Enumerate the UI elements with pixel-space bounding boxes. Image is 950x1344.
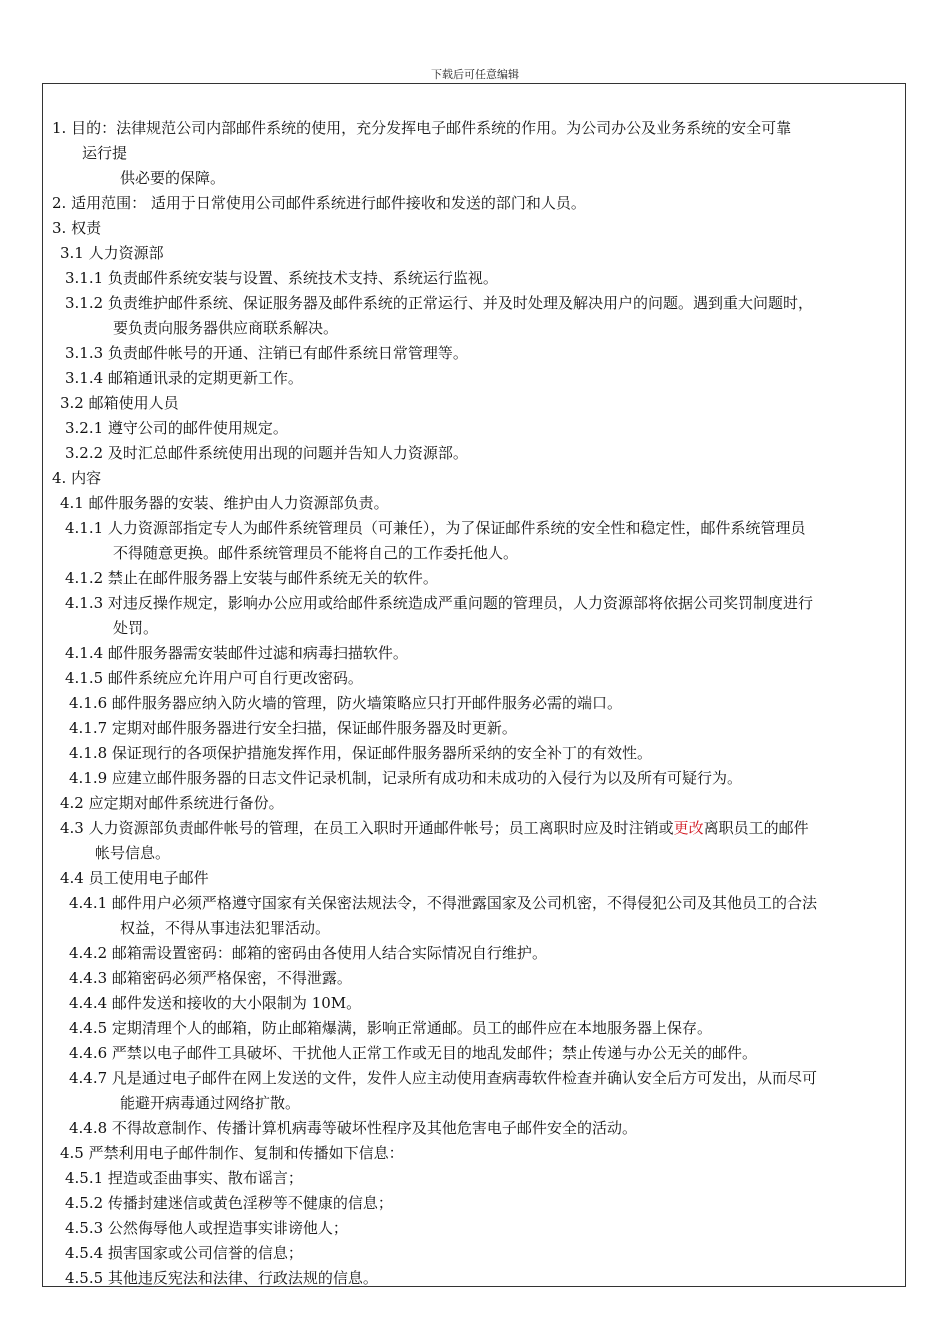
section-3-1-1: 3.1.1 负责邮件系统安装与设置、系统技术支持、系统运行监视。 xyxy=(65,269,498,287)
section-4-1-6: 4.1.6 邮件服务器应纳入防火墙的管理，防火墙策略应只打开邮件服务必需的端口。 xyxy=(69,694,622,712)
section-4-4-6: 4.4.6 严禁以电子邮件工具破坏、干扰他人正常工作或无目的地乱发邮件；禁止传递与办公无关的邮件。 xyxy=(69,1044,757,1062)
section-4-1-8: 4.1.8 保证现行的各项保护措施发挥作用，保证邮件服务器所采纳的安全补丁的有效性。 xyxy=(69,744,652,762)
section-4-heading: 4. 内容 xyxy=(52,469,102,487)
section-4-4-1: 4.4.1 邮件用户必须严格遵守国家有关保密法规法令，不得泄露国家及公司机密，不得侵犯公司及其他员工的合法 xyxy=(69,894,817,912)
page-header: 下载后可任意编辑 xyxy=(431,68,519,81)
section-4-1-9: 4.1.9 应建立邮件服务器的日志文件记录机制，记录所有成功和未成功的入侵行为以及所有可疑行为。 xyxy=(69,769,742,787)
section-4-1: 4.1 邮件服务器的安装、维护由人力资源部负责。 xyxy=(60,494,389,512)
section-3-1-2: 3.1.2 负责维护邮件系统、保证服务器及邮件系统的正常运行、并及时处理及解决用户的问题。遇到重大问题时， xyxy=(65,294,813,312)
section-3-2-1: 3.2.1 遵守公司的邮件使用规定。 xyxy=(65,419,288,437)
section-3-1-2-cont: 要负责向服务器供应商联系解决。 xyxy=(113,319,339,337)
section-4-3-tail: 离职员工的邮件 xyxy=(703,819,809,837)
section-4-3-highlight: 更改 xyxy=(673,819,704,837)
section-4-1-2: 4.1.2 禁止在邮件服务器上安装与邮件系统无关的软件。 xyxy=(65,569,438,587)
section-4-2: 4.2 应定期对邮件系统进行备份。 xyxy=(60,794,284,812)
section-3-1: 3.1 人力资源部 xyxy=(60,244,164,262)
section-1-purpose: 1. 目的：法律规范公司内部邮件系统的使用，充分发挥电子邮件系统的作用。为公司办公及业务系统的安全可靠 xyxy=(52,119,792,137)
section-2-scope: 2. 适用范围： 适用于日常使用公司邮件系统进行邮件接收和发送的部门和人员。 xyxy=(52,194,586,212)
section-4-1-5: 4.1.5 邮件系统应允许用户可自行更改密码。 xyxy=(65,669,363,687)
section-3-heading: 3. 权责 xyxy=(52,219,102,237)
section-4-3-text: 4.3 人力资源部负责邮件帐号的管理，在员工入职时开通邮件帐号；员工离职时应及时注销或 xyxy=(60,819,674,837)
section-3-1-4: 3.1.4 邮箱通讯录的定期更新工作。 xyxy=(65,369,303,387)
section-4-4-4: 4.4.4 邮件发送和接收的大小限制为 10M。 xyxy=(69,994,362,1012)
section-4-5-3: 4.5.3 公然侮辱他人或捏造事实诽谤他人； xyxy=(65,1219,348,1237)
section-4-4: 4.4 员工使用电子邮件 xyxy=(60,869,209,887)
section-4-4-5: 4.4.5 定期清理个人的邮箱，防止邮箱爆满，影响正常通邮。员工的邮件应在本地服务器上保存。 xyxy=(69,1019,712,1037)
section-4-1-1-cont: 不得随意更换。邮件系统管理员不能将自己的工作委托他人。 xyxy=(113,544,519,562)
section-4-5-1: 4.5.1 捏造或歪曲事实、散布谣言； xyxy=(65,1169,303,1187)
section-4-1-4: 4.1.4 邮件服务器需安装邮件过滤和病毒扫描软件。 xyxy=(65,644,408,662)
section-1-purpose-cont: 运行提 xyxy=(82,144,128,162)
section-4-5-5: 4.5.5 其他违反宪法和法律、行政法规的信息。 xyxy=(65,1269,378,1287)
section-4-4-2: 4.4.2 邮箱需设置密码：邮箱的密码由各使用人结合实际情况自行维护。 xyxy=(69,944,547,962)
section-4-5: 4.5 严禁利用电子邮件制作、复制和传播如下信息： xyxy=(60,1144,404,1162)
section-4-4-1-cont: 权益，不得从事违法犯罪活动。 xyxy=(120,919,331,937)
section-3-1-3: 3.1.3 负责邮件帐号的开通、注销已有邮件系统日常管理等。 xyxy=(65,344,468,362)
section-3-2-2: 3.2.2 及时汇总邮件系统使用出现的问题并告知人力资源部。 xyxy=(65,444,468,462)
section-4-4-3: 4.4.3 邮箱密码必须严格保密，不得泄露。 xyxy=(69,969,352,987)
section-4-3 xyxy=(60,818,809,838)
section-1-purpose-cont2: 供必要的保障。 xyxy=(120,169,226,187)
section-4-4-7: 4.4.7 凡是通过电子邮件在网上发送的文件，发件人应主动使用查病毒软件检查并确认安全后方可发出，从而尽可 xyxy=(69,1069,817,1087)
section-4-5-2: 4.5.2 传播封建迷信或黄色淫秽等不健康的信息； xyxy=(65,1194,393,1212)
section-4-1-3: 4.1.3 对违反操作规定，影响办公应用或给邮件系统造成严重问题的管理员，人力资源部将依据公司奖罚制度进行 xyxy=(65,594,813,612)
section-4-4-7-cont: 能避开病毒通过网络扩散。 xyxy=(120,1094,301,1112)
section-4-3-cont: 帐号信息。 xyxy=(95,844,171,862)
section-4-1-7: 4.1.7 定期对邮件服务器进行安全扫描，保证邮件服务器及时更新。 xyxy=(69,719,517,737)
section-4-5-4: 4.5.4 损害国家或公司信誉的信息； xyxy=(65,1244,303,1262)
section-3-2: 3.2 邮箱使用人员 xyxy=(60,394,179,412)
section-4-4-8: 4.4.8 不得故意制作、传播计算机病毒等破坏性程序及其他危害电子邮件安全的活动。 xyxy=(69,1119,637,1137)
section-4-1-3-cont: 处罚。 xyxy=(113,619,159,637)
section-4-1-1: 4.1.1 人力资源部指定专人为邮件系统管理员（可兼任），为了保证邮件系统的安全性和稳定性，邮件系统管理员 xyxy=(65,519,806,537)
